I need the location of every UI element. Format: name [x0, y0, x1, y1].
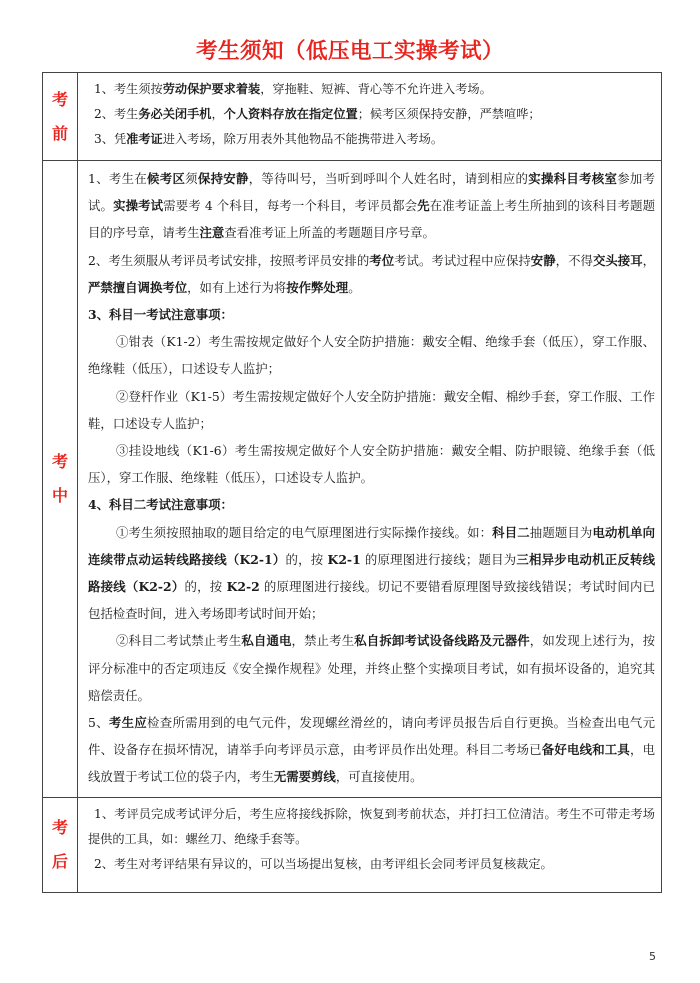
label-char: 考: [51, 451, 68, 471]
paragraph: 5、考生应检查所需用到的电气元件，发现螺丝滑丝的，请向考评员报告后自行更换。当检查出电气元件、设备存在损坏情况，请举手向考评员示意，由考评员作出处理。科目二考场已备好电线和工具，电线放置于考试工位的袋子内，考生无需要剪线，可直接使用。: [88, 715, 656, 785]
section-after: [43, 797, 662, 892]
label-char: 前: [51, 123, 68, 143]
paragraph: 1、考生在候考区须保持安静，等待叫号，当听到呼叫个人姓名时，请到相应的实操科目考核室参加考试。实操考试需要考 4 个科目，每考一个科目，考评员都会先在准考证盖上考生所抽到的该科目考题题目的序号章，请考生注意查看准考证上所盖的考题题目序号章。: [88, 171, 656, 241]
label-char: 考: [51, 817, 68, 837]
section-body-before: [78, 73, 662, 161]
section-label-during: [43, 161, 78, 798]
section-during: [43, 161, 662, 798]
subheading: 4、科目二考试注意事项：: [88, 497, 233, 513]
notice-table: [42, 72, 662, 893]
subheading: 3、科目一考试注意事项：: [88, 307, 233, 323]
section-body-after: [78, 797, 662, 892]
page-number: 5: [649, 950, 656, 963]
paragraph: ①钳表（K1-2）考生需按规定做好个人安全防护措施：戴安全帽、绝缘手套（低压），穿工作服、绝缘鞋（低压），口述设专人监护；: [88, 334, 655, 377]
section-before: [43, 73, 662, 161]
paragraph: 2、考生须服从考评员考试安排，按照考评员安排的考位考试。考试过程中应保持安静，不得交头接耳，严禁擅自调换考位，如有上述行为将按作弊处理。: [88, 252, 656, 295]
paragraph: ③挂设地线（K1-6）考生需按规定做好个人安全防护措施：戴安全帽、防护眼镜、绝缘手套（低压），穿工作服、绝缘鞋（低压），口述设专人监护。: [88, 443, 655, 486]
label-char: 考: [51, 89, 68, 109]
section-label-after: [43, 797, 78, 892]
paragraph: ②登杆作业（K1-5）考生需按规定做好个人安全防护措施：戴安全帽、棉纱手套，穿工作服、工作鞋，口述设专人监护；: [88, 388, 655, 431]
paragraph: ②科目二考试禁止考生私自通电，禁止考生私自拆卸考试设备线路及元器件，如发现上述行为，按评分标准中的否定项违反《安全操作规程》处理，并终止整个实操项目考试，如有损坏设备的，追究其赔偿责任。: [88, 633, 656, 703]
paragraph: 2、考生对考评结果有异议的，可以当场提出复核，由考评组长会同考评员复核裁定。: [94, 856, 553, 871]
section-body-during: [78, 161, 662, 798]
paragraph: 2、考生务必关闭手机，个人资料存放在指定位置；候考区须保持安静，严禁喧哗；: [94, 107, 541, 121]
paragraph: 1、考评员完成考试评分后，考生应将接线拆除，恢复到考前状态，并打扫工位清洁。考生不可带走考场提供的工具，如：螺丝刀、绝缘手套等。: [88, 806, 655, 846]
label-char: 中: [51, 485, 68, 505]
paragraph: 3、凭准考证进入考场，除万用表外其他物品不能携带进入考场。: [94, 132, 444, 146]
paragraph: ①考生须按照抽取的题目给定的电气原理图进行实际操作接线。如：科目二抽题题目为电动机单向连续带点动运转线路接线（K2-1）的，按 K2-1 的原理图进行接线；题目为三相异步电动机正反转线路接线（K2-2）的，按 K2-2 的原理图进行接线。切记不要错看原理图导致接线错误；考试时间内已包括检查时间，进入考场即考试时间开始；: [88, 524, 656, 622]
label-char: 后: [51, 851, 68, 871]
page-title: 考生须知（低压电工实操考试）: [195, 39, 504, 64]
paragraph: 1、考生须按劳动保护要求着装，穿拖鞋、短裤、背心等不允许进入考场。: [94, 82, 492, 96]
section-label-before: [43, 73, 78, 161]
